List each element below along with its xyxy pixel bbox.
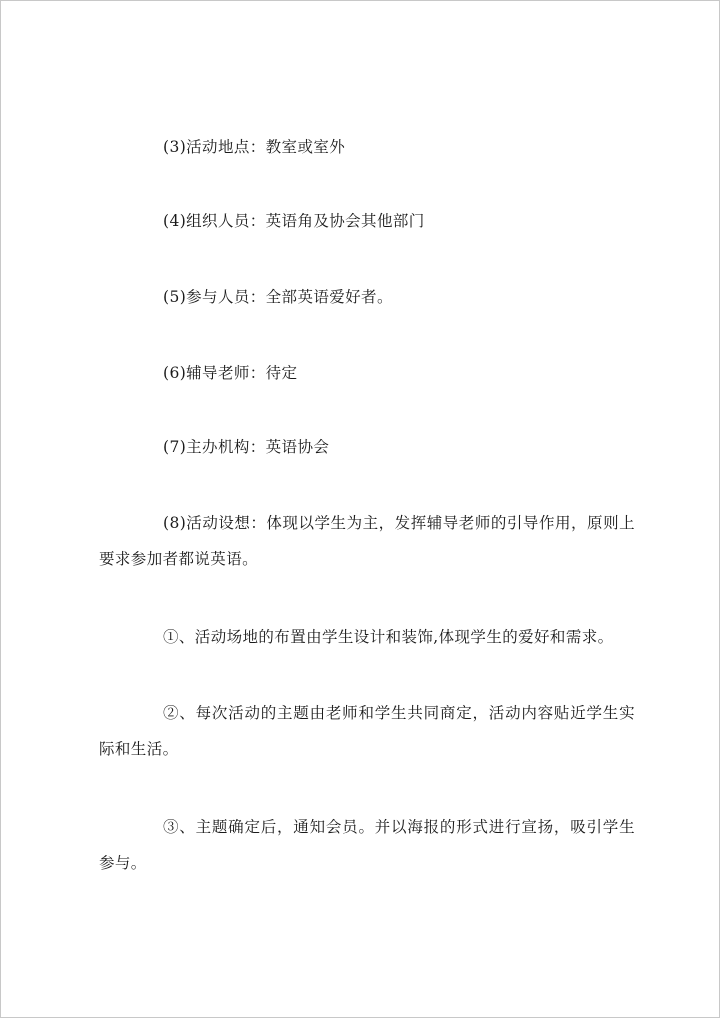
paragraph-activity-location: (3)活动地点：教室或室外	[163, 138, 346, 156]
paragraph-theme-notice: ③、主题确定后，通知会员。并以海报的形式进行宣扬，吸引学生参与。	[99, 818, 635, 872]
paragraph-host-organization: (7)主办机构：英语协会	[163, 438, 330, 456]
paragraph-activity-theme: ②、每次活动的主题由老师和学生共同商定，活动内容贴近学生实际和生活。	[99, 704, 635, 758]
paragraph-venue-layout: ①、活动场地的布置由学生设计和装饰,体现学生的爱好和需求。	[163, 628, 614, 646]
paragraph-advisor: (6)辅导老师：待定	[163, 364, 298, 382]
paragraph-organizers: (4)组织人员：英语角及协会其他部门	[163, 212, 425, 230]
paragraph-activity-concept: (8)活动设想：体现以学生为主，发挥辅导老师的引导作用，原则上要求参加者都说英语。	[99, 514, 635, 568]
paragraph-participants: (5)参与人员：全部英语爱好者。	[163, 288, 393, 306]
